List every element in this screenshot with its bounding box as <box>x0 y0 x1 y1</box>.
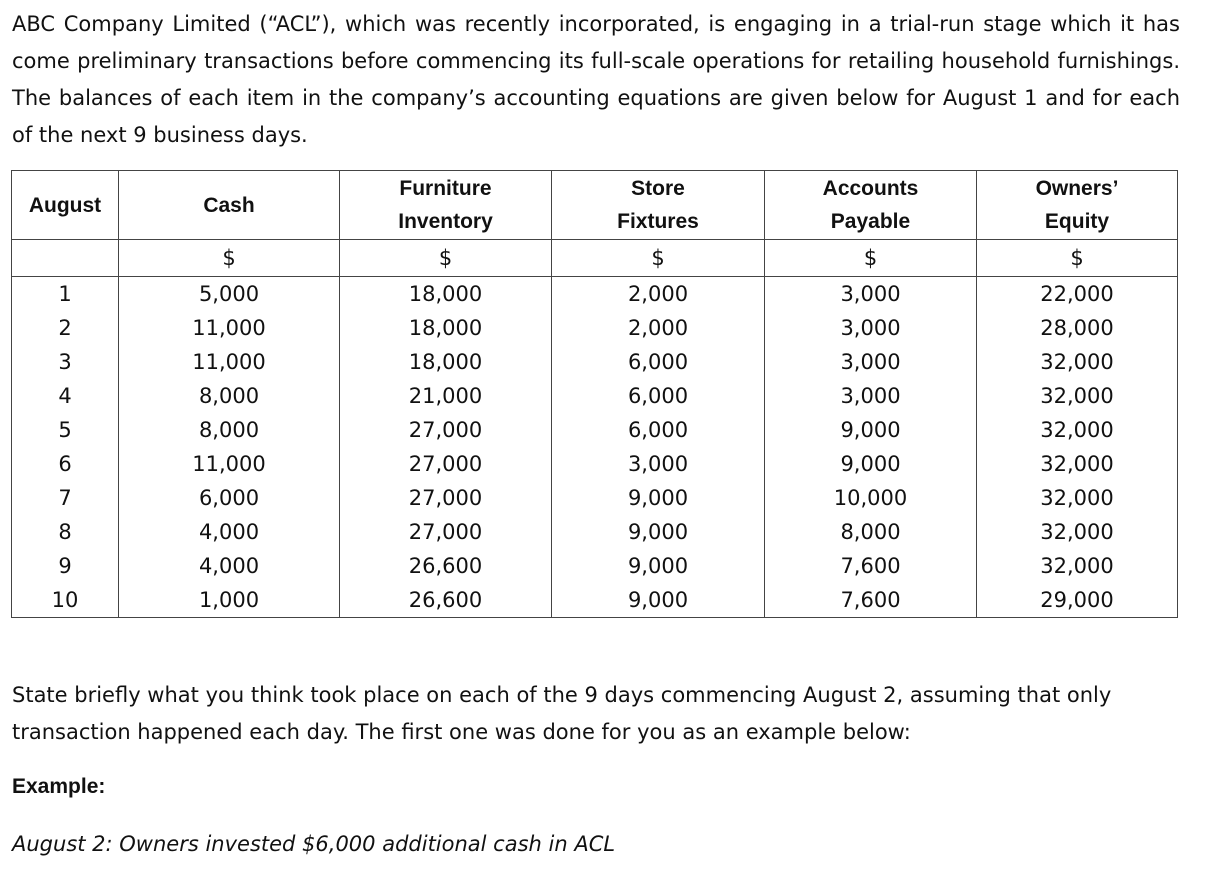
balances-table <box>11 170 1178 618</box>
owners-equity-cell: 32,000 <box>977 345 1178 379</box>
unit-cell-payable: $ <box>765 240 977 277</box>
header-payable-line-1: Accounts <box>822 177 919 200</box>
owners-equity-cell: 32,000 <box>977 515 1178 549</box>
accounts-payable-cell: 9,000 <box>765 447 977 481</box>
furniture-inventory-cell: 27,000 <box>340 413 552 447</box>
furniture-inventory-cell: 27,000 <box>340 515 552 549</box>
owners-equity-cell: 28,000 <box>977 311 1178 345</box>
header-accounts-payable <box>765 171 977 240</box>
table-body <box>12 240 1178 618</box>
store-fixtures-cell: 3,000 <box>552 447 765 481</box>
header-store-fixtures <box>552 171 765 240</box>
cash-cell: 6,000 <box>119 481 340 515</box>
store-fixtures-cell: 6,000 <box>552 413 765 447</box>
store-fixtures-cell: 6,000 <box>552 379 765 413</box>
header-store-line-2: Fixtures <box>617 210 699 233</box>
table-row <box>12 447 1178 481</box>
accounts-payable-cell: 3,000 <box>765 277 977 312</box>
furniture-inventory-cell: 26,600 <box>340 583 552 618</box>
table-row <box>12 277 1178 312</box>
day-cell: 5 <box>12 413 119 447</box>
owners-equity-cell: 32,000 <box>977 481 1178 515</box>
cash-cell: 1,000 <box>119 583 340 618</box>
store-fixtures-cell: 2,000 <box>552 311 765 345</box>
accounts-payable-cell: 10,000 <box>765 481 977 515</box>
store-fixtures-cell: 6,000 <box>552 345 765 379</box>
unit-cell-store: $ <box>552 240 765 277</box>
day-cell: 10 <box>12 583 119 618</box>
day-cell: 9 <box>12 549 119 583</box>
accounts-payable-cell: 3,000 <box>765 379 977 413</box>
store-fixtures-cell: 9,000 <box>552 515 765 549</box>
day-cell: 1 <box>12 277 119 312</box>
table-row <box>12 379 1178 413</box>
header-payable-line-2: Payable <box>830 210 911 233</box>
store-fixtures-cell: 2,000 <box>552 277 765 312</box>
accounts-payable-cell: 7,600 <box>765 583 977 618</box>
cash-cell: 11,000 <box>119 311 340 345</box>
cash-cell: 8,000 <box>119 379 340 413</box>
header-furniture-inventory <box>340 171 552 240</box>
furniture-inventory-cell: 27,000 <box>340 447 552 481</box>
table-row <box>12 311 1178 345</box>
day-cell: 2 <box>12 311 119 345</box>
owners-equity-cell: 32,000 <box>977 413 1178 447</box>
owners-equity-cell: 32,000 <box>977 447 1178 481</box>
cash-cell: 11,000 <box>119 345 340 379</box>
accounts-payable-cell: 8,000 <box>765 515 977 549</box>
accounts-payable-cell: 7,600 <box>765 549 977 583</box>
owners-equity-cell: 32,000 <box>977 549 1178 583</box>
owners-equity-cell: 22,000 <box>977 277 1178 312</box>
furniture-inventory-cell: 18,000 <box>340 345 552 379</box>
accounts-payable-cell: 3,000 <box>765 311 977 345</box>
furniture-inventory-cell: 26,600 <box>340 549 552 583</box>
unit-cell-august <box>12 240 119 277</box>
store-fixtures-cell: 9,000 <box>552 481 765 515</box>
unit-cell-cash: $ <box>119 240 340 277</box>
day-cell: 7 <box>12 481 119 515</box>
table-row <box>12 583 1178 618</box>
accounts-payable-cell: 9,000 <box>765 413 977 447</box>
furniture-inventory-cell: 18,000 <box>340 277 552 312</box>
header-cash <box>119 171 340 240</box>
header-row <box>12 171 1178 240</box>
header-store-line-1: Store <box>631 177 685 200</box>
table-row <box>12 345 1178 379</box>
store-fixtures-cell: 9,000 <box>552 549 765 583</box>
header-august-line: August <box>28 193 102 217</box>
header-equity-line-1: Owners’ <box>1035 177 1119 200</box>
header-equity-line-2: Equity <box>1044 210 1110 233</box>
cash-cell: 8,000 <box>119 413 340 447</box>
owners-equity-cell: 29,000 <box>977 583 1178 618</box>
unit-row <box>12 240 1178 277</box>
unit-cell-equity: $ <box>977 240 1178 277</box>
header-furniture-line-2: Inventory <box>398 210 493 233</box>
table-row <box>12 481 1178 515</box>
cash-cell: 5,000 <box>119 277 340 312</box>
accounts-payable-cell: 3,000 <box>765 345 977 379</box>
header-furniture-line-1: Furniture <box>399 177 492 200</box>
day-cell: 8 <box>12 515 119 549</box>
cash-cell: 11,000 <box>119 447 340 481</box>
cash-cell: 4,000 <box>119 515 340 549</box>
table-row <box>12 515 1178 549</box>
cash-cell: 4,000 <box>119 549 340 583</box>
header-owners-equity <box>977 171 1178 240</box>
furniture-inventory-cell: 18,000 <box>340 311 552 345</box>
table-row <box>12 549 1178 583</box>
example-answer: August 2: Owners invested $6,000 additional cash in ACL <box>12 832 616 856</box>
furniture-inventory-cell: 27,000 <box>340 481 552 515</box>
day-cell: 4 <box>12 379 119 413</box>
day-cell: 3 <box>12 345 119 379</box>
header-cash-line: Cash <box>203 193 255 217</box>
intro-paragraph: ABC Company Limited (“ACL”), which was recently incorporated, is engaging in a trial-run stage which it has come preliminary transactions before commencing its full-scale operations for retailing household furnishings. The balances of each item in the company’s accounting equations are given below for August 1 and for each of the next 9 business days. <box>12 12 1180 147</box>
store-fixtures-cell: 9,000 <box>552 583 765 618</box>
furniture-inventory-cell: 21,000 <box>340 379 552 413</box>
day-cell: 6 <box>12 447 119 481</box>
example-label: Example: <box>12 775 106 798</box>
unit-cell-furniture: $ <box>340 240 552 277</box>
instruction-paragraph: State briefly what you think took place on each of the 9 days commencing August 2, assuming that only transaction happened each day. The first one was done for you as an example below: <box>12 683 1112 744</box>
owners-equity-cell: 32,000 <box>977 379 1178 413</box>
header-august <box>12 171 119 240</box>
table-row <box>12 413 1178 447</box>
